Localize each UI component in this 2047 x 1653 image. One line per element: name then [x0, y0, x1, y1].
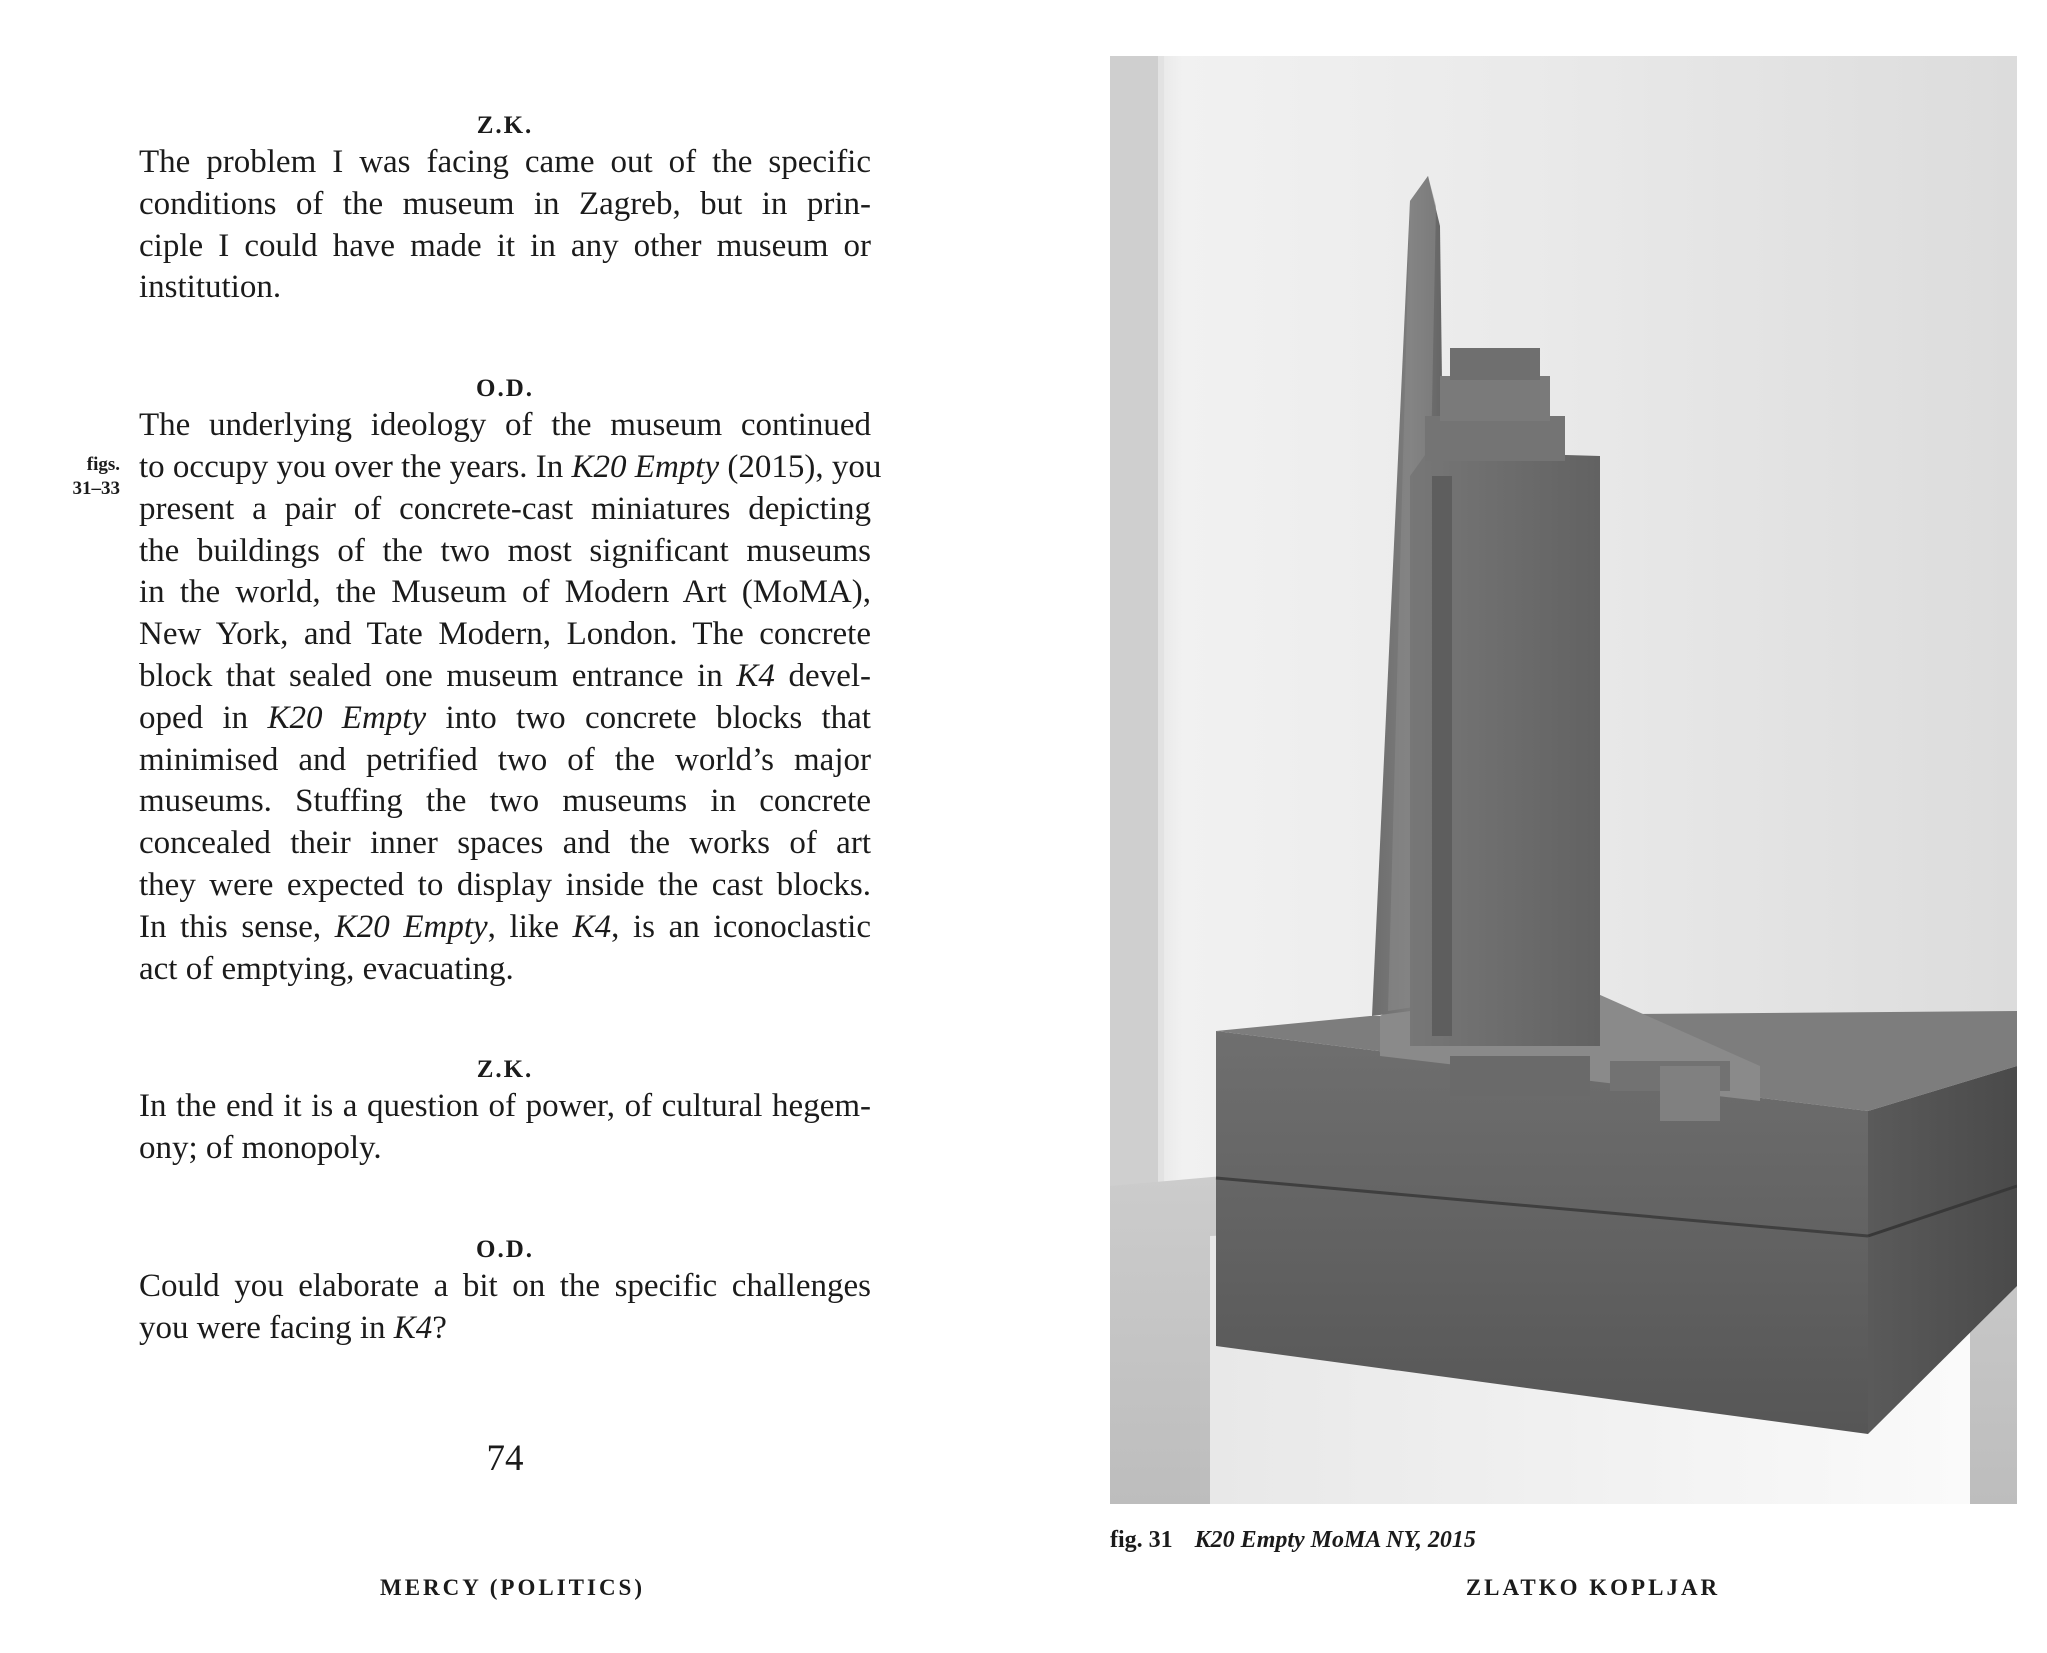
- text-segment: act of emptying, evacuating.: [139, 950, 514, 987]
- page-number: 74: [486, 1438, 524, 1479]
- text-segment: museums. Stuffing the two museums in concrete: [139, 783, 871, 820]
- italic-title: K20 Empty: [267, 699, 427, 736]
- speaker-label: Z.K.: [476, 1056, 534, 1084]
- block-gap: [139, 990, 871, 1054]
- text-segment: ?: [432, 1309, 447, 1346]
- text-line: [139, 1308, 871, 1350]
- text-line: [139, 1128, 871, 1170]
- text-segment: Could you elaborate a bit on the specific challenges: [139, 1267, 871, 1304]
- sculpture-photo: [1110, 56, 2017, 1504]
- interview-paragraph: [139, 1266, 871, 1350]
- text-line: [139, 267, 871, 309]
- margin-note-line-1: figs.: [86, 454, 120, 475]
- margin-note-line-2: 31–33: [72, 478, 120, 499]
- text-line: [139, 226, 871, 268]
- text-line: [139, 531, 871, 573]
- text-line: [139, 614, 871, 656]
- text-segment: in the world, the Museum of Modern Art (MoMA),: [139, 574, 871, 611]
- text-segment: (2015), you: [719, 448, 882, 485]
- right-page: [1023, 0, 2047, 1653]
- text-line: [139, 865, 871, 907]
- interview-paragraph: [139, 1086, 871, 1170]
- text-segment: present a pair of concrete-cast miniatures depicting: [139, 490, 871, 527]
- text-segment: concealed their inner spaces and the works of art: [139, 825, 871, 862]
- text-segment: conditions of the museum in Zagreb, but in prin-: [139, 185, 871, 222]
- text-segment: devel-: [774, 657, 872, 694]
- text-line: [139, 184, 871, 226]
- text-segment: The problem I was facing came out of the specific: [139, 144, 871, 180]
- text-line: [139, 1086, 871, 1128]
- text-segment: block that sealed one museum entrance in: [139, 657, 737, 694]
- text-segment: institution.: [139, 269, 282, 306]
- text-segment: In the end it is a question of power, of cultural hegem-: [139, 1088, 871, 1125]
- caption-label: fig. 31: [1110, 1527, 1173, 1553]
- text-segment: , like: [487, 908, 573, 945]
- text-segment: ciple I could have made it in any other museum or: [139, 227, 871, 264]
- block-gap: [139, 1170, 871, 1234]
- speaker-label: O.D.: [476, 1235, 534, 1263]
- interview-paragraph: [139, 142, 871, 309]
- running-foot-left: MERCY (POLITICS): [379, 1575, 646, 1600]
- italic-title: K20 Empty: [571, 448, 720, 485]
- text-line: [139, 949, 871, 991]
- interview-paragraph: [139, 405, 882, 990]
- text-line: [139, 656, 871, 698]
- text-line: [139, 740, 871, 782]
- text-line: [139, 447, 882, 489]
- text-line: [139, 823, 871, 865]
- text-segment: oped in: [139, 699, 268, 736]
- text-line: [139, 142, 871, 184]
- figure-photo: [1110, 56, 2017, 1504]
- italic-title: K4: [572, 908, 612, 945]
- text-segment: In this sense,: [139, 908, 335, 945]
- speaker-label: O.D.: [476, 375, 534, 403]
- text-line: [139, 1266, 871, 1308]
- block-gap: [139, 309, 871, 373]
- figure-caption: [1110, 1527, 1476, 1554]
- text-segment: , is an iconoclastic: [611, 908, 872, 945]
- running-foot-right: ZLATKO KOPLJAR: [1465, 1575, 1721, 1600]
- text-segment: New York, and Tate Modern, London. The concrete: [139, 616, 871, 653]
- text-line: [139, 572, 871, 614]
- margin-note-figs: [58, 453, 120, 501]
- left-page: [0, 0, 1023, 1653]
- text-segment: ony; of monopoly.: [139, 1130, 382, 1167]
- text-segment: The underlying ideology of the museum continued: [139, 407, 871, 444]
- text-line: [139, 489, 871, 531]
- text-segment: they were expected to display inside the cast blocks.: [139, 866, 871, 903]
- interview-text: [139, 110, 882, 1350]
- text-segment: into two concrete blocks that: [426, 699, 871, 736]
- caption-title: K20 Empty MoMA NY, 2015: [1194, 1527, 1476, 1553]
- speaker-label: Z.K.: [476, 112, 534, 139]
- italic-title: K4: [393, 1309, 433, 1346]
- text-line: [139, 781, 871, 823]
- text-line: [139, 698, 871, 740]
- italic-title: K4: [736, 657, 775, 694]
- text-line: [139, 907, 871, 949]
- italic-title: K20 Empty: [334, 908, 488, 945]
- text-line: [139, 405, 871, 447]
- text-segment: you were facing in: [139, 1309, 394, 1346]
- text-segment: minimised and petrified two of the world’s major: [139, 741, 871, 778]
- text-segment: the buildings of the two most significant museums: [139, 532, 871, 569]
- text-segment: to occupy you over the years. In: [139, 448, 572, 485]
